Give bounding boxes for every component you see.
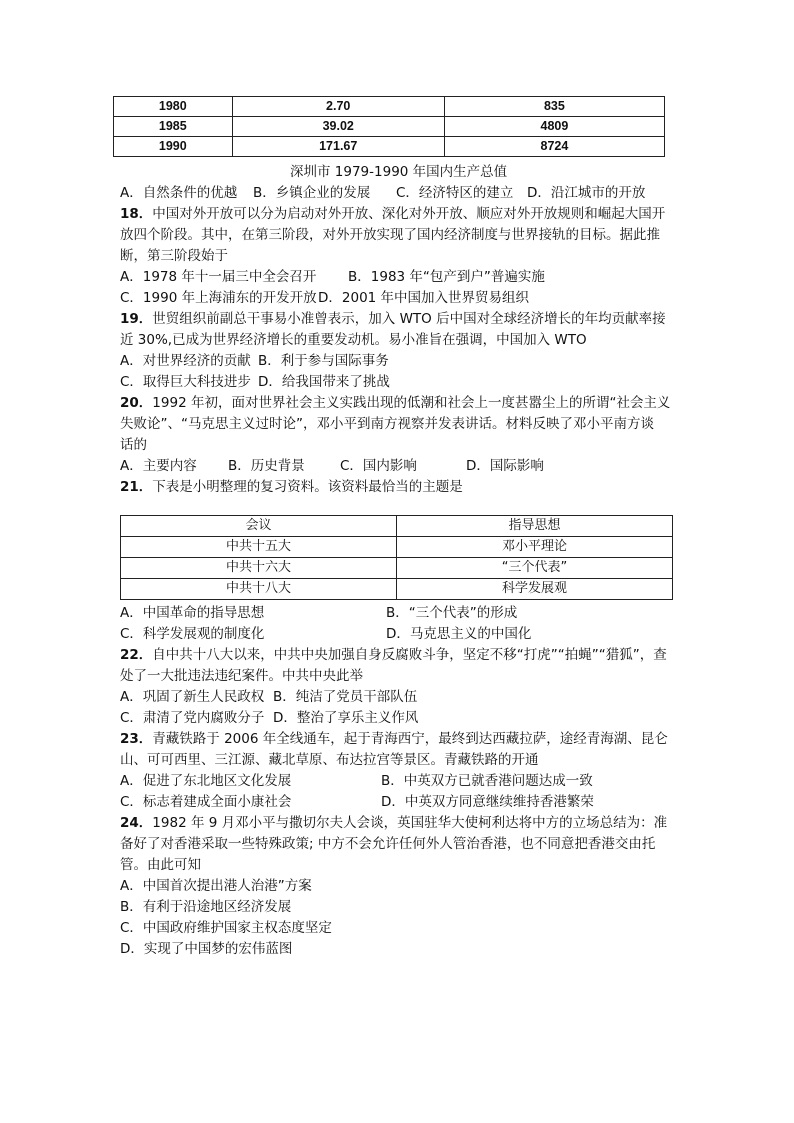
table-cell: 2.70 <box>232 97 444 117</box>
question-text: 中国对外开放可以分为启动对外开放、深化对外开放、顺应对外开放规则和崛起大国开 <box>152 206 666 222</box>
q22-option-b: B．纯洁了党员干部队伍 <box>273 689 418 705</box>
review-table <box>120 515 673 600</box>
q18-option-b: B．1983 年“包产到户”普遍实施 <box>348 269 545 285</box>
table-cell: 8724 <box>444 137 664 157</box>
q20-option-c: C．国内影响 <box>340 458 417 474</box>
q23-stem-line-1 <box>120 729 668 749</box>
question-number: 23． <box>120 731 153 747</box>
q24-option-c: C．中国政府维护国家主权态度坚定 <box>120 920 332 936</box>
q20-stem-line-2: 失败论”、“马克思主义过时论”，邓小平到南方视察并发表讲话。材料反映了邓小平南方谈 <box>120 416 654 432</box>
question-number: 22． <box>120 647 153 663</box>
question-text: 世贸组织前副总干事易小准曾表示，加入 WTO 后中国对全球经济增长的年均贡献率接 <box>152 311 666 327</box>
q19-option-a: A．对世界经济的贡献 <box>120 353 251 369</box>
q24-option-b: B．有利于沿途地区经济发展 <box>120 899 292 915</box>
question-number: 18． <box>120 206 153 222</box>
q23-option-a: A．促进了东北地区文化发展 <box>120 773 292 789</box>
q19-stem-line-2: 近 30%,已成为世界经济增长的重要发动机。易小准旨在强调，中国加入 WTO <box>120 332 587 348</box>
table-row <box>114 137 665 157</box>
question-number: 24． <box>120 815 153 831</box>
question-text: 1992 年初，面对世界社会主义实践出现的低潮和社会上一度甚嚣尘上的所谓“社会主义 <box>152 395 671 411</box>
q18-option-d: D．2001 年中国加入世界贸易组织 <box>318 290 530 306</box>
table-row <box>114 117 665 137</box>
question-number: 20． <box>120 395 153 411</box>
q22-option-d: D．整治了享乐主义作风 <box>273 710 419 726</box>
question-number: 21． <box>120 479 153 495</box>
q17-option-c: C．经济特区的建立 <box>396 185 514 201</box>
question-number: 19． <box>120 311 153 327</box>
q19-stem-line-1 <box>120 309 666 329</box>
question-text: 青藏铁路于 2006 年全线通车，起于青海西宁，最终到达西藏拉萨，途经青海湖、昆仑 <box>152 731 668 747</box>
q19-option-c: C．取得巨大科技进步 <box>120 374 251 390</box>
q20-option-a: A．主要内容 <box>120 458 197 474</box>
q24-stem-line-2: 备好了对香港采取一些特殊政策; 中方不会允许任何外人管治香港，也不同意把香港交由托 <box>120 836 656 852</box>
q23-stem-line-2: 山、可可西里、三江源、藏北草原、布达拉宫等景区。青藏铁路的开通 <box>120 752 539 768</box>
q17-option-a: A．自然条件的优越 <box>120 185 238 201</box>
q22-option-a: A．巩固了新生人民政权 <box>120 689 265 705</box>
q18-option-a: A．1978 年十一届三中全会召开 <box>120 269 317 285</box>
table-cell: 39.02 <box>232 117 444 137</box>
q21-option-a: A．中国革命的指导思想 <box>120 605 265 621</box>
q18-stem-line-1 <box>120 204 665 224</box>
question-text: 自中共十八大以来，中共中央加强自身反腐败斗争，坚定不移“打虎”“拍蝇”“猎狐”，查 <box>152 647 667 663</box>
column-header: 指导思想 <box>397 516 673 537</box>
table-row <box>121 558 673 579</box>
table-row <box>114 97 665 117</box>
q20-option-d: D．国际影响 <box>466 458 544 474</box>
table-row <box>121 579 673 600</box>
table-cell: 1980 <box>114 97 233 117</box>
q22-stem-line-1 <box>120 645 667 665</box>
table-cell: 171.67 <box>232 137 444 157</box>
q17-option-d: D．沿江城市的开放 <box>527 185 646 201</box>
table-cell: 中共十六大 <box>121 558 397 579</box>
shenzhen-gdp-table <box>113 96 665 157</box>
table-cell: 1985 <box>114 117 233 137</box>
table-caption: 深圳市 1979-1990 年国内生产总值 <box>290 164 508 180</box>
q21-option-d: D．马克思主义的中国化 <box>386 626 532 642</box>
q18-stem-line-3: 断，第三阶段始于 <box>120 248 228 264</box>
q23-option-c: C．标志着建成全面小康社会 <box>120 794 292 810</box>
question-text: 下表是小明整理的复习资料。该资料最恰当的主题是 <box>152 479 463 495</box>
table-cell: 4809 <box>444 117 664 137</box>
q24-stem-line-3: 管。由此可知 <box>120 857 201 873</box>
q22-stem-line-2: 处了一大批违法违纪案件。中共中央此举 <box>120 668 363 684</box>
table-cell: “三个代表” <box>397 558 673 579</box>
q22-option-c: C．肃清了党内腐败分子 <box>120 710 265 726</box>
table-cell: 835 <box>444 97 664 117</box>
q23-option-b: B．中英双方已就香港问题达成一致 <box>381 773 593 789</box>
table-cell: 中共十五大 <box>121 537 397 558</box>
q19-option-d: D．给我国带来了挑战 <box>258 374 390 390</box>
q24-stem-line-1 <box>120 813 667 833</box>
table-cell: 中共十八大 <box>121 579 397 600</box>
table-cell: 科学发展观 <box>397 579 673 600</box>
q24-option-a: A．中国首次提出港人治港”方案 <box>120 878 312 894</box>
q18-stem-line-2: 放四个阶段。其中，在第三阶段，对外开放实现了国内经济制度与世界接轨的目标。据此推 <box>120 227 660 243</box>
q18-option-c: C．1990 年上海浦东的开发开放 <box>120 290 317 306</box>
q19-option-b: B．利于参与国际事务 <box>258 353 389 369</box>
q21-stem-line-1 <box>120 477 463 497</box>
table-cell: 邓小平理论 <box>397 537 673 558</box>
column-header: 会议 <box>121 516 397 537</box>
table-header-row <box>121 516 673 537</box>
table-cell: 1990 <box>114 137 233 157</box>
q20-option-b: B．历史背景 <box>228 458 305 474</box>
q20-stem-line-1 <box>120 393 670 413</box>
q17-option-b: B．乡镇企业的发展 <box>253 185 371 201</box>
q21-option-c: C．科学发展观的制度化 <box>120 626 265 642</box>
q24-option-d: D．实现了中国梦的宏伟蓝图 <box>120 941 293 957</box>
q21-option-b: B．“三个代表”的形成 <box>386 605 518 621</box>
q20-stem-line-3: 话的 <box>120 437 147 453</box>
table-row <box>121 537 673 558</box>
question-text: 1982 年 9 月邓小平与撒切尔夫人会谈，英国驻华大使柯利达将中方的立场总结为：准 <box>152 815 668 831</box>
q23-option-d: D．中英双方同意继续维持香港繁荣 <box>381 794 594 810</box>
